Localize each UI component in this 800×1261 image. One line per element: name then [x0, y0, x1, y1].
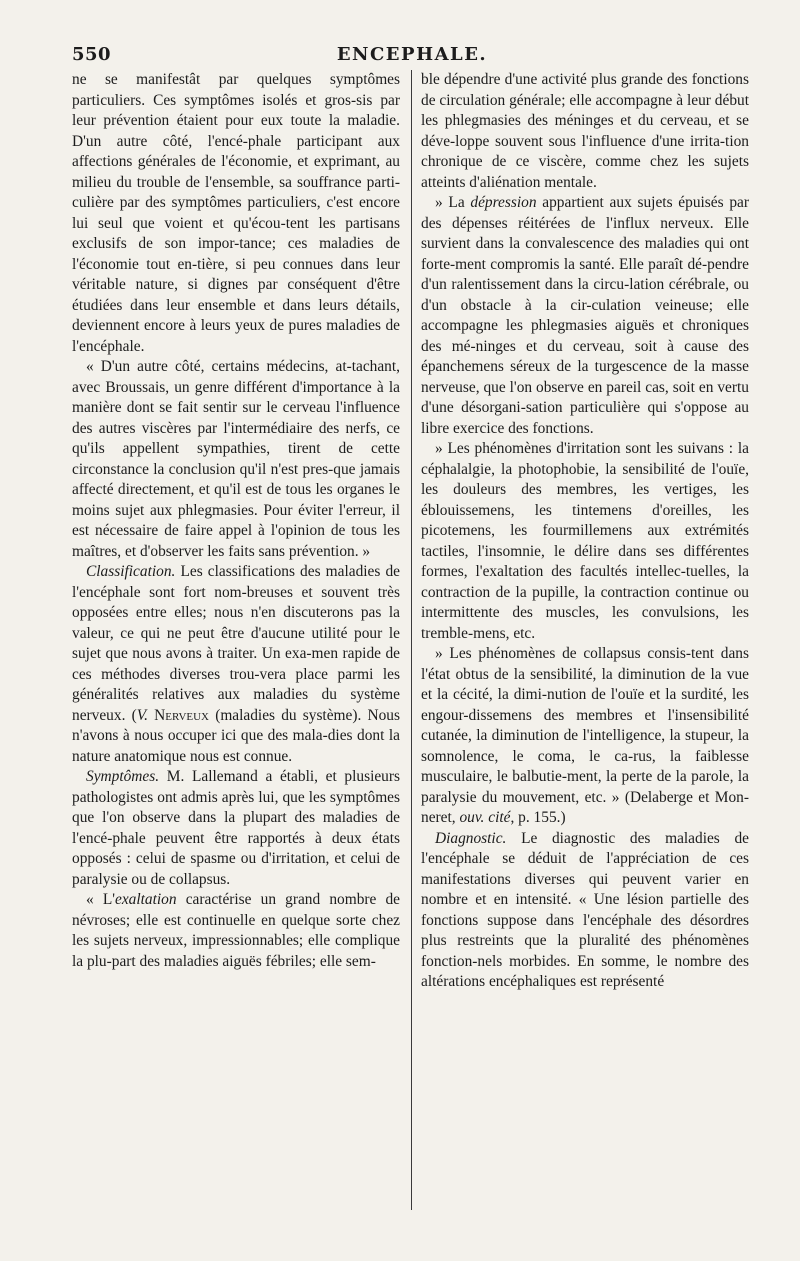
paragraph-text: M. Lallemand a établi, et plusieurs pathologistes ont admis après lui, que les symptômes que l'on observe dans la plupart des maladies de l'encé-phale peuvent être rapportés à deux états opposés : celui de spasme ou d'irritation, et celui de paralysie ou de collapsus. — [72, 768, 400, 888]
paragraph-text: » La — [435, 194, 471, 211]
term-label: exaltation — [115, 891, 177, 908]
term-label: dépression — [470, 194, 537, 211]
right-column — [421, 70, 749, 1218]
paragraph-depression — [421, 193, 749, 439]
paragraph-text: » Les phénomènes de collapsus consis-tent dans l'état obtus de la sensibilité, la diminution de la vue et la cécité, la dimi-nution de l'ouïe et la surdité, les engour-dissemens des membres et l'insensibilité cutanée, la diminution de l'intelligence, la stupeur, la somnolence, le coma, le ca-rus, la faiblesse musculaire, le balbutie-ment, la perte de la parole, la paralysie du mouvement, etc. » (Delaberge et Mon-neret, — [421, 645, 749, 826]
paragraph-text: , p. 155.) — [510, 809, 566, 826]
paragraph-symptomes — [72, 767, 400, 890]
paragraph-text: appartient aux sujets épuisés par des dépenses réitérées de l'influx nerveux. Elle survient dans la convalescence des maladies qui ont forte-ment compromis la santé. Elle paraît dé-pendre d'un ralentissement dans la circu-lation cérébrale, ou d'un obstacle à la cir-culation veineuse; elle accompagne les phlegmasies aiguës et chroniques des mé-ninges et du cerveau, soit à cause des épanchemens séreux de la turgescence de la masse nerveuse, que l'on observe en pareil cas, soit en vertu d'une désorgani-sation particulière qui s'oppose au libre exercice des fonctions. — [421, 194, 749, 437]
paragraph-text: (maladies du système). Nous n'avons à nous occuper ici que des mala-dies dont la nature anatomique nous est connue. — [72, 706, 400, 765]
running-head: ENCEPHALE. — [336, 44, 488, 65]
section-label: Diagnostic. — [435, 829, 507, 847]
paragraph-diagnostic — [421, 829, 749, 993]
see-abbrev: V. — [136, 706, 148, 724]
paragraph-text: « L' — [86, 891, 116, 908]
paragraph: » Les phénomènes d'irritation sont les suivans : la céphalalgie, la photophobie, la sensibilité de l'ouïe, les douleurs des membres, les vertiges, les éblouissemens, les tintemens d'oreilles, les picotemens, les fourmillemens aux extrémités tactiles, l'insomnie, le délire dans ses différentes formes, l'exaltation des facultés intellec-tuelles, la contraction de la pupille, la contraction continue ou intermittente des muscles, les convulsions, les tremble-mens, etc. — [421, 440, 749, 642]
section-label: Classification. — [86, 563, 176, 580]
page-header — [72, 44, 752, 68]
column-divider — [411, 70, 412, 1210]
paragraph-text: Les classifications des maladies de l'encéphale sont fort nom-breuses et souvent très opposées entre elles; nous n'en discuterons pas la valeur, ce qui ne peut être d'aucune utilité pour le sujet que nous avons à traiter. Un exa-men rapide de ces méthodes diverses trou-vera place parmi les généralités relatives aux maladies du système nerveux. ( — [72, 563, 400, 724]
paragraph-text: Le diagnostic des maladies de l'encéphale se déduit de l'appréciation de ces manifestations diverses qui peuvent varier en nombre et en intensité. « Une lésion partielle des fonctions suppose dans l'encéphale des désordres plus restreints que la pluralité des phénomènes fonction-nels morbides. En somme, le nombre des altérations encéphaliques est représenté — [421, 829, 749, 990]
left-column — [72, 70, 400, 1218]
cross-reference: Nerveux — [147, 706, 210, 724]
paragraph: « D'un autre côté, certains médecins, at-tachant, avec Broussais, un genre différent d'importance à la manière dont se fait sentir sur le cerveau l'influence des autres viscères par l'intermédiaire des nerfs, ce qu'ils appellent sympathies, tirent de cette circonstance la conclusion qu'il n'est pres-que jamais affecté directement, et qu'il est de tous les organes le moins sujet aux phlegmasies. Pour éviter l'erreur, il est nécessaire de faire appel à l'opinion de tous les maîtres, et d'observer les faits sans prévention. » — [72, 358, 400, 560]
paragraph-text: caractérise un grand nombre de névroses; elle est continuelle en quelque sorte chez les sujets nerveux, impressionnables; elle complique la plu-part des maladies aiguës fébriles; elle sem- — [72, 891, 400, 970]
section-label: Symptômes. — [86, 768, 160, 785]
paragraph: ble dépendre d'une activité plus grande des fonctions de circulation générale; elle accompagne à leur début les phlegmasies des méninges et du cerveau, et se déve-loppe souvent sous l'influence d'une irrita-tion chronique de ce viscère, comme chez les sujets atteints d'aliénation mentale. — [421, 71, 749, 191]
citation: ouv. cité — [459, 809, 511, 826]
paragraph: ne se manifestât par quelques symptômes particuliers. Ces symptômes isolés et gros-sis par leur prévention étaient pour eux toute la maladie. D'un autre côté, l'encé-phale participant aux affections générales de l'économie, et exprimant, au milieu du trouble de l'ensemble, sa souffrance parti-culière par des symptômes particuliers, c'est encore lui seul que voient et qu'écou-tent les partisans exclusifs de son impor-tance; ces maladies de l'économie tout en-tière, si peu connues dans leur véritable nature, si dignes par conséquent d'être étudiées dans leur ensemble et dans leurs détails, deviennent encore à leurs yeux de pures maladies de l'encéphale. — [72, 71, 400, 355]
paragraph-collapsus — [421, 644, 749, 829]
paragraph-exaltation — [72, 890, 400, 972]
paragraph-classification — [72, 562, 400, 767]
page-number: 550 — [72, 44, 112, 65]
